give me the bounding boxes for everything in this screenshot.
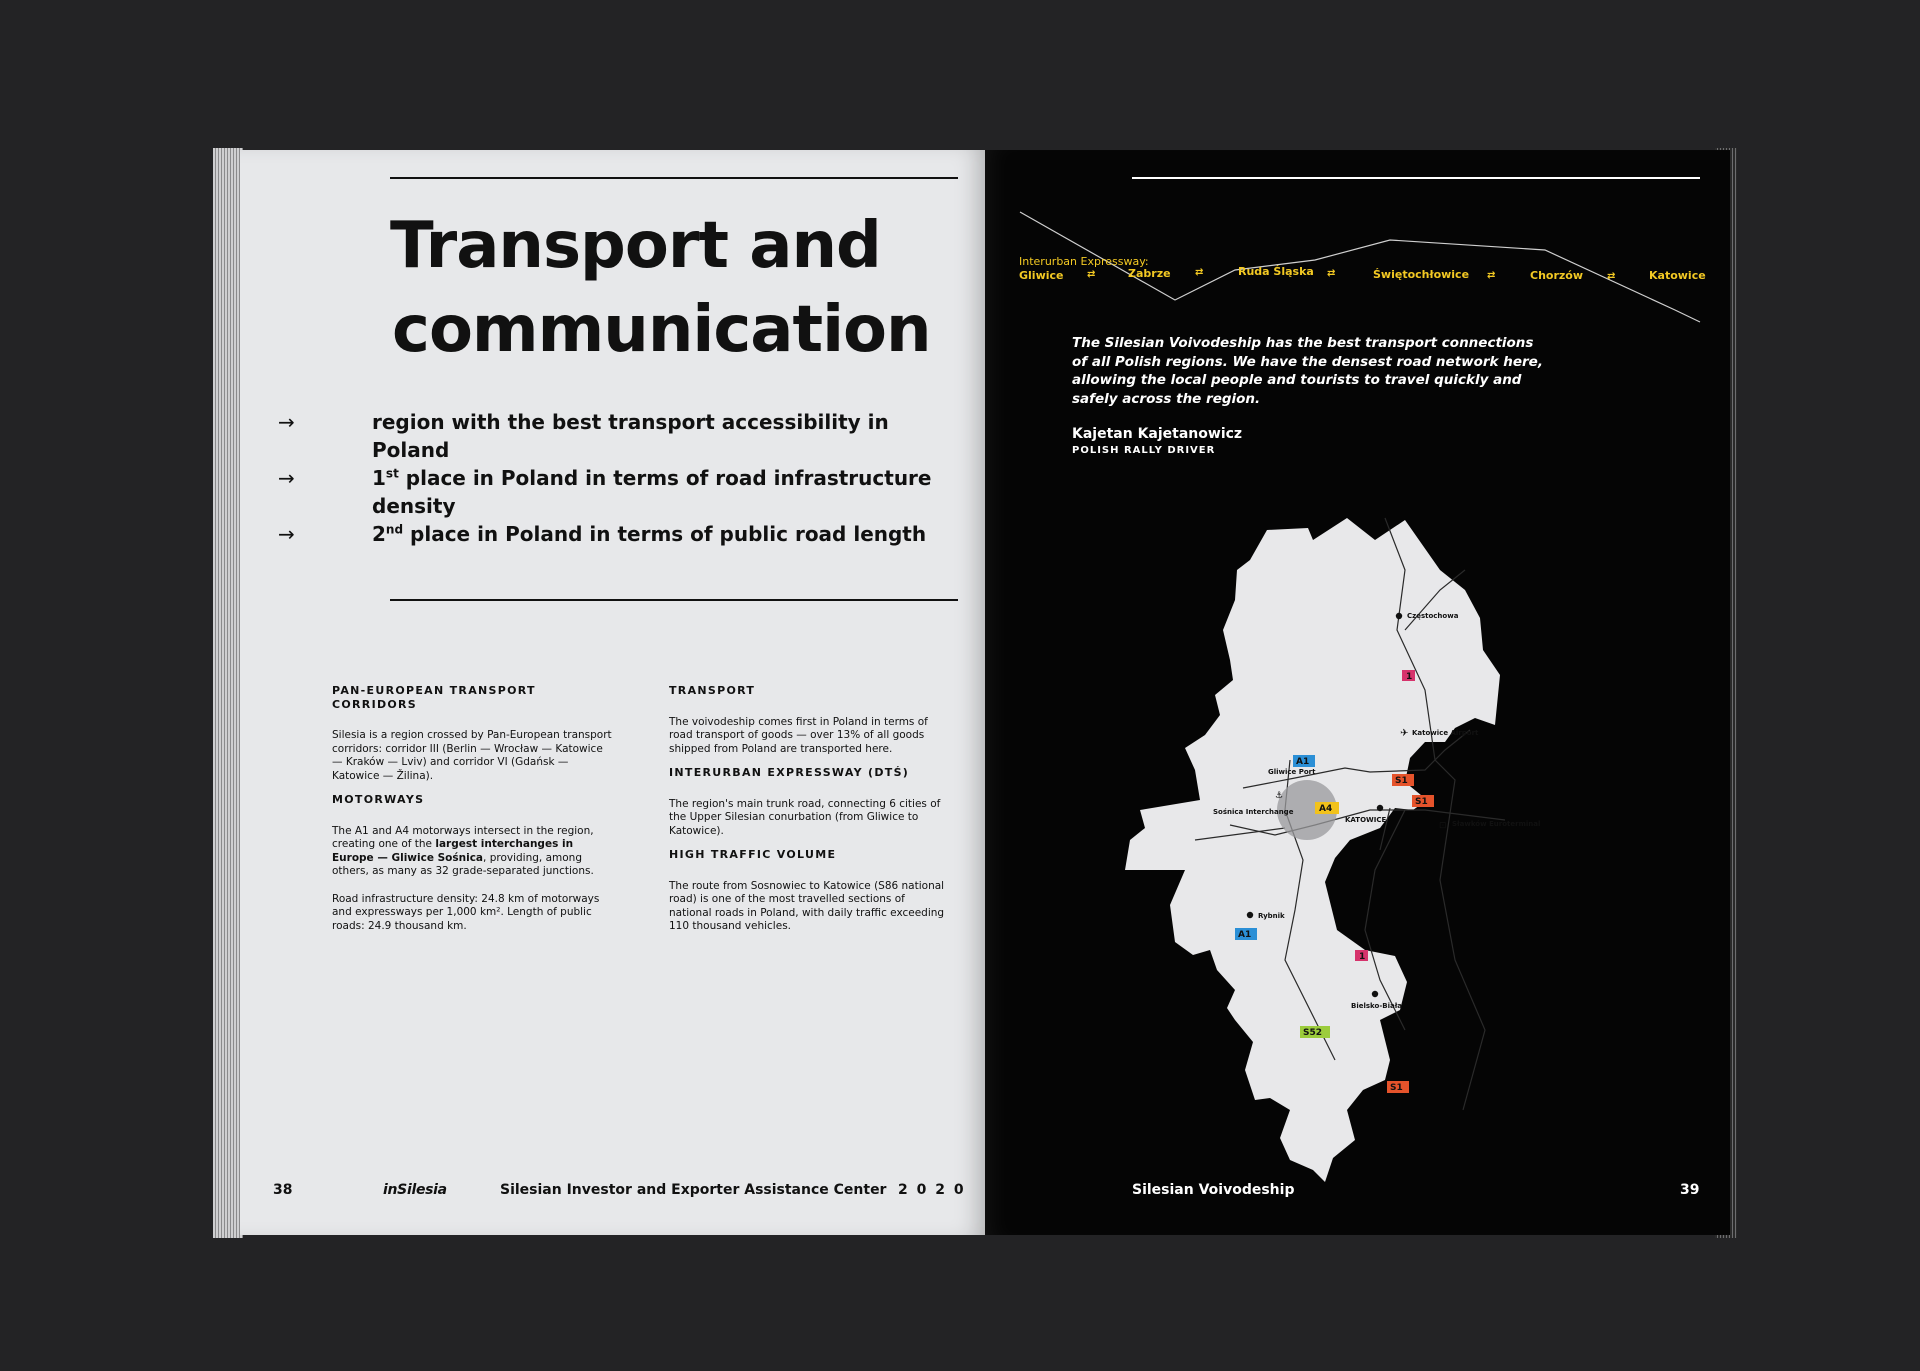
- section-heading: MOTORWAYS: [332, 793, 425, 806]
- insilesia-logo: inSilesia: [383, 1182, 447, 1198]
- section-heading: TRANSPORT: [669, 684, 756, 697]
- highlight-text: place in Poland in terms of road infrastructure density: [372, 466, 932, 518]
- road-badge-label: S52: [1303, 1028, 1323, 1038]
- route-city: Gliwice: [1019, 269, 1064, 282]
- quote-text: The Silesian Voivodeship has the best transport connections of all Polish regions. We have the densest road network here, allowing the local people and tourists to travel quickly and safely across the region.: [1072, 335, 1543, 407]
- title-line-2: communication: [392, 293, 931, 367]
- footer-organization: Silesian Investor and Exporter Assistance Center: [500, 1182, 887, 1198]
- map-label: Bielsko-Biała: [1351, 1002, 1403, 1010]
- column-left: [332, 684, 612, 947]
- highlight-item: [278, 464, 958, 520]
- page-edges-left: [213, 148, 243, 1238]
- right-page: [985, 150, 1730, 1235]
- swap-icon: ⇄: [1327, 268, 1336, 279]
- middle-rule: [390, 599, 958, 601]
- map-label: Rybnik: [1258, 912, 1285, 920]
- road-badge-label: A1: [1238, 930, 1252, 940]
- map-label: Sławków Euroterminal: [1452, 820, 1541, 828]
- page-title: [390, 204, 931, 372]
- section-heading: PAN-EUROPEAN TRANSPORT CORRIDORS: [332, 684, 536, 711]
- map-label: Gliwice Port: [1268, 768, 1316, 776]
- arrow-icon: →: [278, 466, 295, 490]
- map-label: Sośnica Interchange: [1213, 808, 1294, 816]
- expressway-route-graphic: [985, 150, 1730, 360]
- route-city: Chorzów: [1530, 269, 1584, 282]
- road-badge-label: S1: [1390, 1083, 1403, 1093]
- road-badge-label: 1: [1359, 952, 1366, 962]
- highlight-text: region with the best transport accessibility in Poland: [372, 410, 889, 462]
- swap-icon: ⇄: [1087, 269, 1096, 280]
- road-badge-label: S1: [1395, 776, 1408, 786]
- section-heading: HIGH TRAFFIC VOLUME: [669, 848, 837, 861]
- text-run: The A1 and A4 motorways intersect in the region, creating one of the: [332, 824, 594, 850]
- city-dot: [1372, 991, 1378, 997]
- highlight-ordinal: nd: [385, 522, 404, 537]
- route-caption: Interurban Expressway:: [1019, 255, 1149, 268]
- left-page: [240, 150, 985, 1235]
- quote-author-role: POLISH RALLY DRIVER: [1072, 445, 1216, 456]
- port-icon: ⚓: [1275, 791, 1284, 801]
- arrow-icon: →: [278, 522, 295, 546]
- route-city: Zabrze: [1128, 267, 1171, 280]
- map-label: Częstochowa: [1407, 612, 1459, 620]
- highlights-list: [278, 408, 958, 548]
- quote-author: Kajetan Kajetanowicz: [1072, 426, 1243, 442]
- airplane-icon: ✈: [1400, 728, 1409, 739]
- map-label: Katowice Airport: [1412, 729, 1479, 737]
- section-text: The voivodeship comes first in Poland in terms of road transport of goods — over 13% of all goods shipped from Poland are transported here.: [669, 715, 928, 755]
- section-text: [332, 825, 612, 879]
- arrow-icon: →: [278, 410, 295, 434]
- train-icon: ⊡: [1439, 821, 1447, 831]
- top-rule: [390, 177, 958, 179]
- route-city: Katowice: [1649, 269, 1706, 282]
- footer-year: 2 0 2 0: [898, 1182, 966, 1198]
- highlight-item: [278, 520, 958, 548]
- silesia-map: [985, 510, 1730, 1210]
- column-right: [669, 684, 949, 948]
- highlight-ordinal: st: [385, 466, 399, 481]
- section-heading: INTERURBAN EXPRESSWAY (DTŚ): [669, 766, 910, 779]
- footer-region: Silesian Voivodeship: [1132, 1182, 1295, 1198]
- page-number: 38: [273, 1182, 293, 1198]
- page-number: 39: [1680, 1182, 1700, 1198]
- section-text: The region's main trunk road, connecting 6 cities of the Upper Silesian conurbation (from Gliwice to Katowice).: [669, 797, 941, 837]
- city-dot: [1377, 805, 1383, 811]
- section-text: Road infrastructure density: 24.8 km of motorways and expressways per 1,000 km². Length of public roads: 24.9 thousand km.: [332, 892, 600, 932]
- text-emphasis: largest interchanges in Europe — Gliwice Sośnica: [332, 838, 574, 864]
- route-city: Ruda Śląska: [1238, 265, 1314, 278]
- section-text: The route from Sosnowiec to Katowice (S86 national road) is one of the most travelled sections of national roads in Poland, with daily traffic exceeding 110 thousand vehicles.: [669, 879, 945, 932]
- text-run: , providing, among others, as many as 32 grade-separated junctions.: [332, 851, 594, 877]
- highlight-item: [278, 408, 958, 464]
- road-badge-label: 1: [1406, 672, 1413, 682]
- highlight-text: place in Poland in terms of public road length: [403, 522, 927, 546]
- route-city: Świętochłowice: [1373, 268, 1470, 281]
- road-badge-label: S1: [1415, 797, 1428, 807]
- swap-icon: ⇄: [1195, 267, 1204, 278]
- swap-icon: ⇄: [1487, 270, 1496, 281]
- highlight-rank: 1: [372, 466, 386, 490]
- city-dot: [1396, 613, 1402, 619]
- swap-icon: ⇄: [1607, 271, 1616, 282]
- road-badge-label: A1: [1296, 757, 1310, 767]
- highlight-rank: 2: [372, 522, 386, 546]
- section-text: Silesia is a region crossed by Pan-European transport corridors: corridor III (Berlin — Wrocław — Katowice — Kraków — Lviv) and corridor VI (Gdańsk — Katowice — Žilina).: [332, 729, 612, 782]
- road-badge-label: A4: [1319, 804, 1333, 814]
- city-dot: [1247, 912, 1253, 918]
- title-line-1: Transport and: [390, 209, 881, 283]
- map-label: KATOWICE: [1345, 816, 1387, 824]
